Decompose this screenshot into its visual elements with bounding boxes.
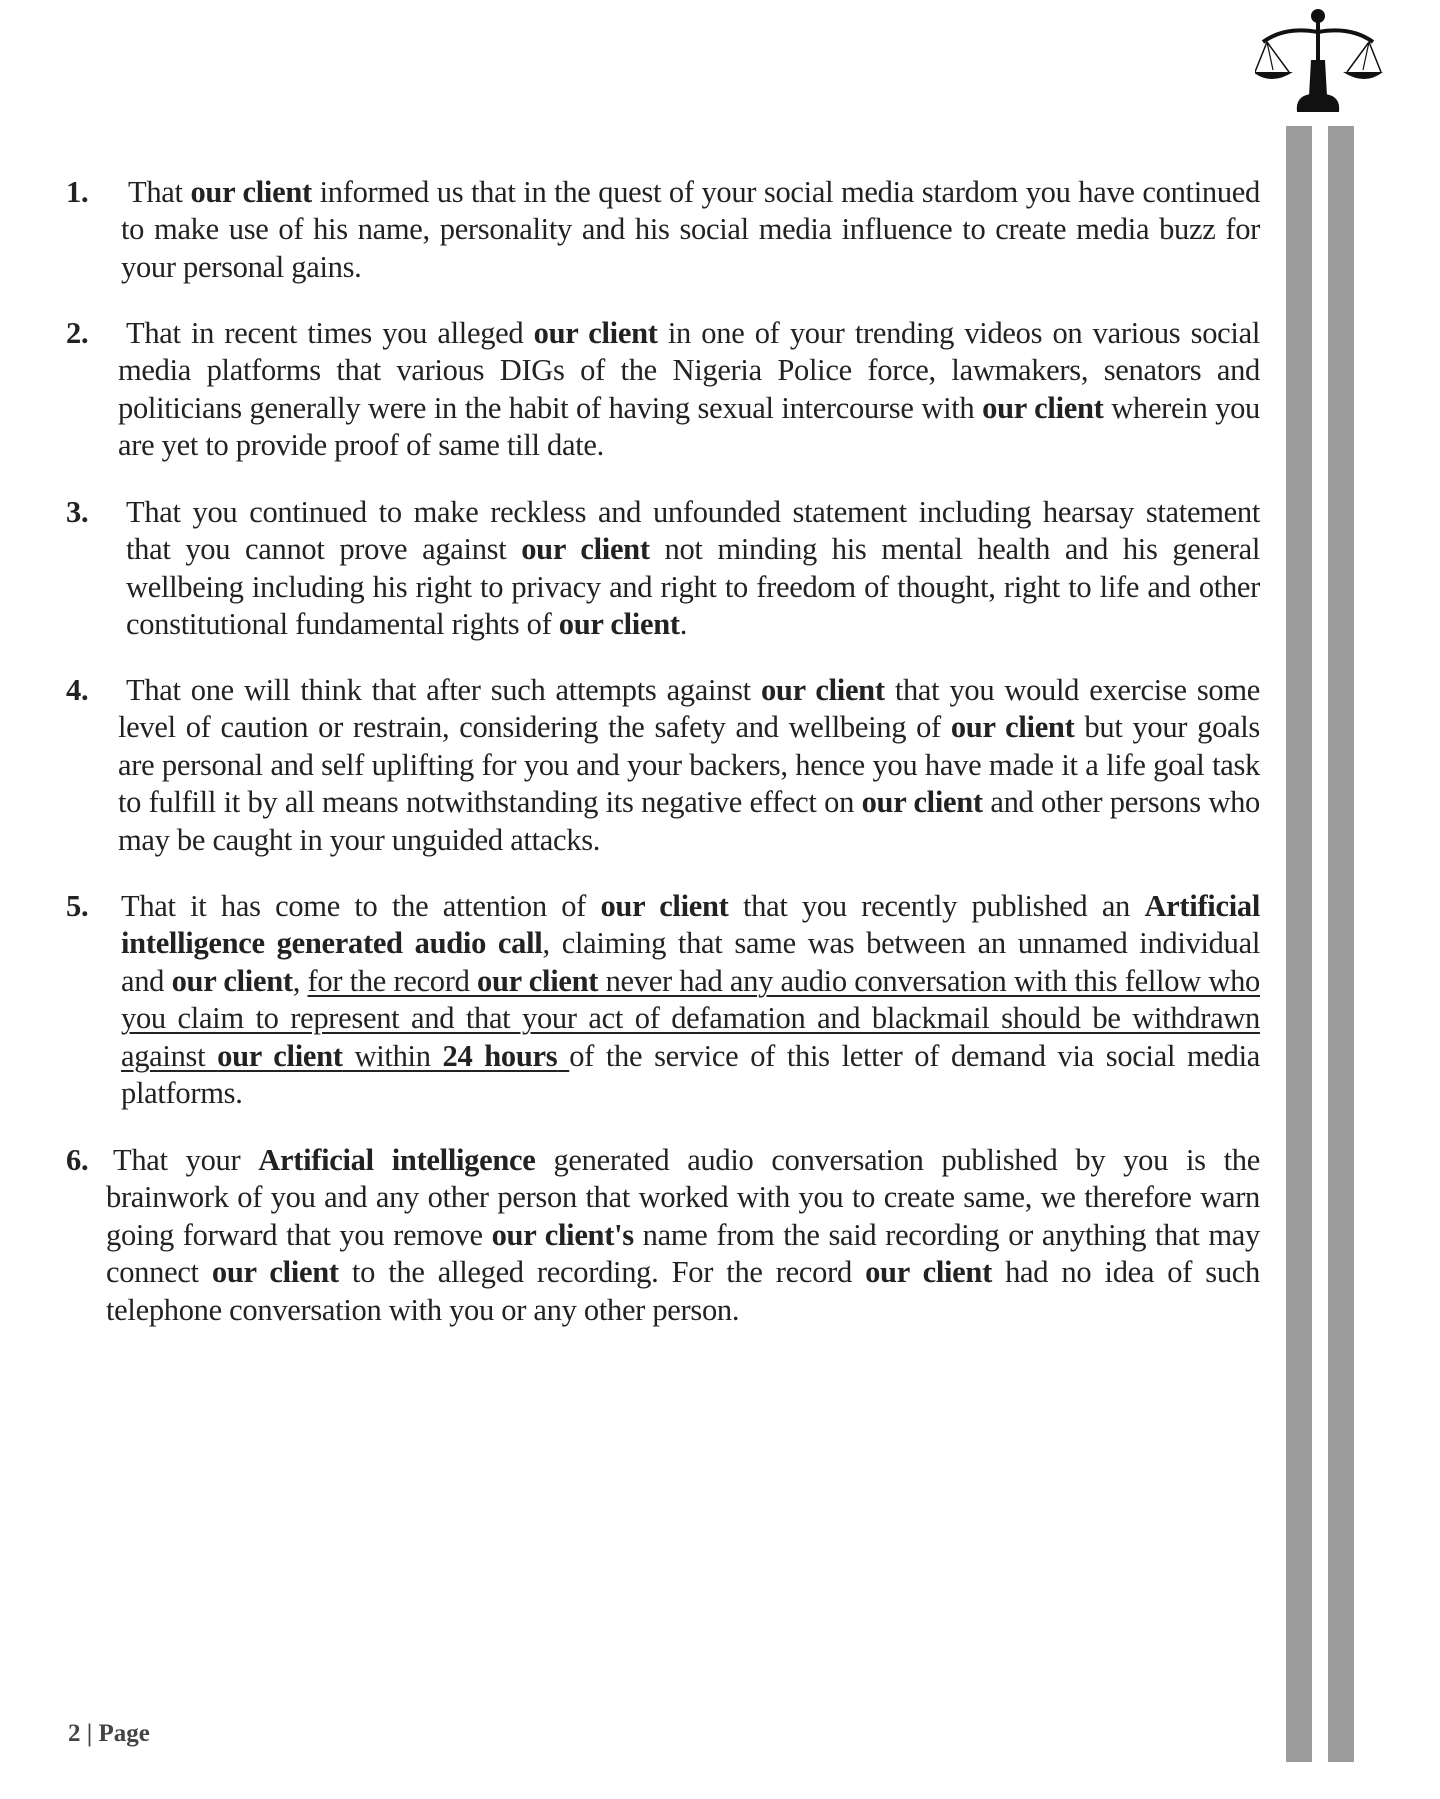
bold-text: our client (533, 316, 658, 350)
text-run: wherein you are yet to provide proof of same till date. (118, 390, 1260, 463)
bold-text: our client (865, 1255, 992, 1290)
paragraph-number: 6. (66, 1143, 89, 1177)
text-run: That it has come to the attention of (121, 889, 601, 923)
text-run: of the service of this letter of demand via social media platforms. (121, 1038, 1260, 1111)
text-run (557, 1039, 569, 1073)
paragraph-number: 3. (66, 495, 89, 529)
paragraph-text (66, 888, 1260, 1112)
bold-text: our client (477, 963, 599, 998)
page-label: Page (98, 1720, 150, 1747)
text-run: informed us that in the quest of your social media stardom you have continued to make use of his name, personality and his social media influence to create media buzz for your personal gains. (121, 175, 1260, 284)
text-run: That you continued to make reckless and unfounded statement including hearsay statement that you cannot prove against (126, 495, 1260, 567)
bold-text: our client (600, 889, 729, 923)
numbered-paragraph-6 (66, 1142, 1260, 1329)
text-run: name from the said recording or anything that may connect (106, 1217, 1260, 1290)
bold-text: 24 hours (442, 1038, 558, 1073)
numbered-paragraph-4 (66, 672, 1260, 859)
text-run: That (128, 175, 191, 209)
text-run: in one of your trending videos on various social media platforms that various DIGs of the Nigeria Police force, lawmakers, senators and politicians generally were in the habit of having sexual intercourse with (118, 316, 1260, 425)
paragraph-number: 1. (66, 175, 89, 209)
scales-of-justice-icon (1255, 4, 1405, 116)
page-separator: | (86, 1720, 93, 1747)
text-run: but your goals are personal and self uplifting for you and your backers, hence you have made it a life goal task to fulfill it by all means notwithstanding its negative effect on (118, 710, 1260, 820)
paragraph-number: 5. (66, 889, 89, 923)
text-run: generated audio conversation published by you is the brainwork of you and any other person that worked with you to create same, we therefore warn going forward that you remove (106, 1143, 1260, 1252)
bold-text: our client (211, 1255, 339, 1290)
bold-text: our client (950, 710, 1075, 745)
paragraph-text (66, 494, 1260, 644)
bold-text: our client (171, 963, 293, 998)
paragraph-text (66, 315, 1260, 465)
bold-text: our client's (491, 1217, 634, 1252)
numbered-paragraph-2 (66, 315, 1260, 465)
text-run: had no idea of such telephone conversation with you or any other person. (106, 1255, 1260, 1327)
decorative-side-bar-left (1286, 126, 1312, 1762)
bold-text: Artificial intelligence generated audio call (121, 889, 1261, 961)
bold-text: our client (558, 607, 680, 642)
text-run: That one will think that after such attempts against (126, 673, 761, 707)
numbered-paragraph-5 (66, 888, 1260, 1112)
page-number-footer (68, 1720, 150, 1748)
text-run: within (342, 1038, 443, 1073)
text-run: That in recent times you alleged (126, 316, 534, 350)
text-run: and other persons who may be caught in your unguided attacks. (118, 785, 1261, 857)
paragraph-number: 4. (66, 673, 89, 707)
paragraph-number: 2. (66, 316, 89, 350)
text-run: that you would exercise some level of caution or restrain, considering the safety and wellbeing of (118, 673, 1261, 745)
page-number: 2 (68, 1720, 81, 1747)
text-run: . (679, 607, 688, 642)
text-run: for the record (307, 963, 478, 998)
numbered-paragraph-1 (66, 174, 1260, 286)
text-run: to the alleged recording. For the record (338, 1255, 866, 1290)
paragraph-text (66, 1142, 1260, 1329)
bold-text: our client (982, 390, 1104, 425)
paragraph-text (66, 672, 1260, 859)
bold-text: our client (760, 673, 885, 707)
text-run: never had any audio conversation with this fellow who you claim to represent and that your act of defamation and blackmail should be withdrawn against (121, 963, 1260, 1073)
text-run: that you recently published an (728, 889, 1145, 923)
bold-text: our client (190, 175, 312, 209)
bold-text: our client (521, 532, 650, 567)
bold-text: our client (861, 785, 983, 820)
decorative-side-bar-right (1328, 126, 1354, 1762)
text-run: , claiming that same was between an unnamed individual and (121, 926, 1260, 998)
paragraph-text (66, 174, 1260, 286)
text-run: That your (113, 1143, 259, 1177)
text-run: , (292, 963, 308, 998)
text-run: not minding his mental health and his general wellbeing including his right to privacy and right to freedom of thought, right to life and other constitutional fundamental rights of (126, 532, 1260, 642)
bold-text: our client (217, 1038, 343, 1073)
numbered-paragraph-3 (66, 494, 1260, 644)
bold-text: Artificial intelligence (258, 1143, 536, 1177)
